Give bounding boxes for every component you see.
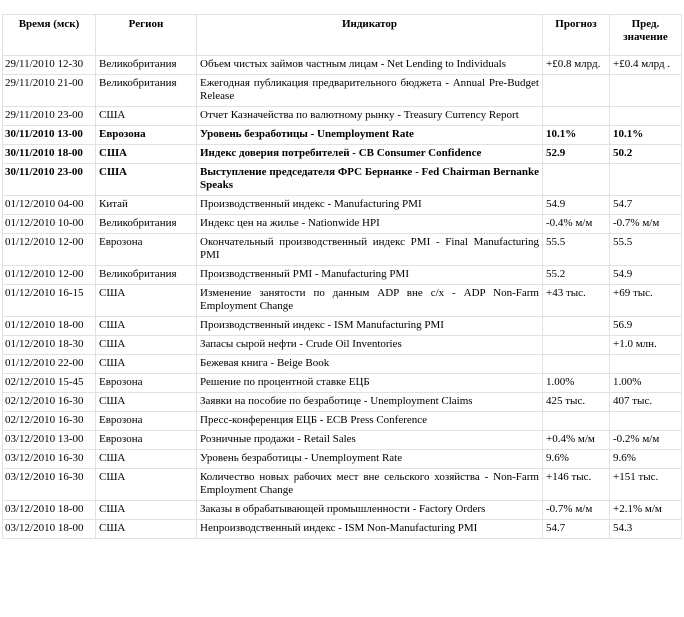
cell-previous: 55.5: [610, 234, 682, 266]
cell-forecast: 54.7: [543, 520, 610, 539]
header-region: Регион: [96, 15, 197, 56]
cell-previous: 10.1%: [610, 126, 682, 145]
cell-time: 01/12/2010 22-00: [3, 355, 96, 374]
cell-region: США: [96, 317, 197, 336]
cell-time: 01/12/2010 04-00: [3, 196, 96, 215]
cell-previous: 407 тыс.: [610, 393, 682, 412]
cell-region: Китай: [96, 196, 197, 215]
cell-region: Еврозона: [96, 412, 197, 431]
cell-forecast: 54.9: [543, 196, 610, 215]
cell-indicator: Бежевая книга - Beige Book: [197, 355, 543, 374]
cell-region: США: [96, 469, 197, 501]
cell-previous: [610, 75, 682, 107]
cell-previous: 54.9: [610, 266, 682, 285]
cell-forecast: +146 тыс.: [543, 469, 610, 501]
cell-forecast: 55.5: [543, 234, 610, 266]
cell-time: 29/11/2010 21-00: [3, 75, 96, 107]
cell-previous: 1.00%: [610, 374, 682, 393]
cell-indicator: Заказы в обрабатывающей промышленности - Factory Orders: [197, 501, 543, 520]
cell-indicator: Заявки на пособие по безработице - Unemployment Claims: [197, 393, 543, 412]
table-row: [3, 145, 682, 164]
cell-forecast: +0.4% м/м: [543, 431, 610, 450]
cell-forecast: +£0.8 млрд.: [543, 56, 610, 75]
cell-time: 03/12/2010 18-00: [3, 501, 96, 520]
cell-forecast: [543, 336, 610, 355]
cell-indicator: Количество новых рабочих мест вне сельского хозяйства - Non-Farm Employment Change: [197, 469, 543, 501]
cell-forecast: 52.9: [543, 145, 610, 164]
cell-time: 01/12/2010 18-00: [3, 317, 96, 336]
table-row: [3, 56, 682, 75]
cell-time: 02/12/2010 16-30: [3, 412, 96, 431]
cell-time: 03/12/2010 16-30: [3, 450, 96, 469]
cell-previous: 54.7: [610, 196, 682, 215]
cell-previous: [610, 107, 682, 126]
table-header-row: [3, 15, 682, 56]
cell-time: 01/12/2010 18-30: [3, 336, 96, 355]
cell-forecast: 1.00%: [543, 374, 610, 393]
table-row: [3, 501, 682, 520]
cell-indicator: Пресс-конференция ЕЦБ - ECB Press Conference: [197, 412, 543, 431]
cell-forecast: -0.4% м/м: [543, 215, 610, 234]
cell-region: Великобритания: [96, 215, 197, 234]
cell-time: 30/11/2010 13-00: [3, 126, 96, 145]
table-row: [3, 285, 682, 317]
economic-calendar-table: [2, 14, 682, 539]
cell-forecast: [543, 164, 610, 196]
cell-indicator: Производственный индекс - ISM Manufacturing PMI: [197, 317, 543, 336]
table-row: [3, 355, 682, 374]
cell-forecast: -0.7% м/м: [543, 501, 610, 520]
table-row: [3, 75, 682, 107]
cell-indicator: Решение по процентной ставке ЕЦБ: [197, 374, 543, 393]
cell-previous: +1.0 млн.: [610, 336, 682, 355]
table-row: [3, 374, 682, 393]
cell-forecast: [543, 317, 610, 336]
cell-region: Великобритания: [96, 266, 197, 285]
cell-region: США: [96, 107, 197, 126]
cell-region: США: [96, 501, 197, 520]
cell-region: Великобритания: [96, 56, 197, 75]
cell-time: 01/12/2010 12-00: [3, 234, 96, 266]
cell-indicator: Индекс цен на жилье - Nationwide HPI: [197, 215, 543, 234]
cell-region: США: [96, 450, 197, 469]
cell-region: США: [96, 393, 197, 412]
cell-region: США: [96, 145, 197, 164]
cell-indicator: Ежегодная публикация предварительного бюджета - Annual Pre-Budget Release: [197, 75, 543, 107]
cell-region: США: [96, 520, 197, 539]
cell-forecast: +43 тыс.: [543, 285, 610, 317]
cell-indicator: Запасы сырой нефти - Crude Oil Inventories: [197, 336, 543, 355]
cell-indicator: Уровень безработицы - Unemployment Rate: [197, 450, 543, 469]
cell-forecast: [543, 412, 610, 431]
cell-forecast: 55.2: [543, 266, 610, 285]
cell-indicator: Окончательный производственный индекс PMI - Final Manufacturing PMI: [197, 234, 543, 266]
table-row: [3, 107, 682, 126]
cell-previous: -0.2% м/м: [610, 431, 682, 450]
table-row: [3, 520, 682, 539]
cell-indicator: Изменение занятости по данным ADP вне с/х - ADP Non-Farm Employment Change: [197, 285, 543, 317]
cell-indicator: Индекс доверия потребителей - CB Consumer Confidence: [197, 145, 543, 164]
header-previous: Пред. значение: [610, 15, 682, 56]
cell-previous: 54.3: [610, 520, 682, 539]
cell-time: 29/11/2010 12-30: [3, 56, 96, 75]
cell-time: 01/12/2010 12-00: [3, 266, 96, 285]
table-row: [3, 234, 682, 266]
cell-indicator: Производственный индекс - Manufacturing PMI: [197, 196, 543, 215]
cell-region: Еврозона: [96, 234, 197, 266]
table-row: [3, 450, 682, 469]
cell-forecast: [543, 75, 610, 107]
cell-indicator: Объем чистых займов частным лицам - Net Lending to Individuals: [197, 56, 543, 75]
cell-time: 03/12/2010 13-00: [3, 431, 96, 450]
cell-time: 02/12/2010 15-45: [3, 374, 96, 393]
header-indicator: Индикатор: [197, 15, 543, 56]
cell-previous: [610, 164, 682, 196]
table-row: [3, 215, 682, 234]
table-row: [3, 336, 682, 355]
cell-indicator: Непроизводственный индекс - ISM Non-Manufacturing PMI: [197, 520, 543, 539]
header-time: Время (мск): [3, 15, 96, 56]
table-row: [3, 164, 682, 196]
table-body: [3, 56, 682, 539]
cell-region: Еврозона: [96, 126, 197, 145]
table-row: [3, 469, 682, 501]
cell-time: 30/11/2010 18-00: [3, 145, 96, 164]
cell-previous: [610, 412, 682, 431]
header-forecast: Прогноз: [543, 15, 610, 56]
cell-previous: 56.9: [610, 317, 682, 336]
cell-region: США: [96, 336, 197, 355]
cell-time: 01/12/2010 10-00: [3, 215, 96, 234]
cell-forecast: 9.6%: [543, 450, 610, 469]
cell-time: 29/11/2010 23-00: [3, 107, 96, 126]
cell-previous: +£0.4 млрд .: [610, 56, 682, 75]
cell-time: 30/11/2010 23-00: [3, 164, 96, 196]
cell-time: 03/12/2010 18-00: [3, 520, 96, 539]
cell-region: США: [96, 285, 197, 317]
table-row: [3, 266, 682, 285]
table-row: [3, 317, 682, 336]
cell-region: Еврозона: [96, 431, 197, 450]
cell-region: США: [96, 164, 197, 196]
cell-previous: +151 тыс.: [610, 469, 682, 501]
table-row: [3, 393, 682, 412]
cell-region: Великобритания: [96, 75, 197, 107]
cell-time: 01/12/2010 16-15: [3, 285, 96, 317]
cell-indicator: Отчет Казначейства по валютному рынку - Treasury Currency Report: [197, 107, 543, 126]
cell-previous: 9.6%: [610, 450, 682, 469]
cell-region: США: [96, 355, 197, 374]
cell-previous: -0.7% м/м: [610, 215, 682, 234]
cell-previous: +2.1% м/м: [610, 501, 682, 520]
cell-forecast: [543, 355, 610, 374]
cell-indicator: Выступление председателя ФРС Бернанке - Fed Chairman Bernanke Speaks: [197, 164, 543, 196]
cell-forecast: 10.1%: [543, 126, 610, 145]
cell-previous: 50.2: [610, 145, 682, 164]
cell-forecast: [543, 107, 610, 126]
table-row: [3, 431, 682, 450]
table-row: [3, 126, 682, 145]
cell-region: Еврозона: [96, 374, 197, 393]
cell-indicator: Производственный PMI - Manufacturing PMI: [197, 266, 543, 285]
cell-previous: [610, 355, 682, 374]
cell-previous: +69 тыс.: [610, 285, 682, 317]
cell-indicator: Розничные продажи - Retail Sales: [197, 431, 543, 450]
cell-indicator: Уровень безработицы - Unemployment Rate: [197, 126, 543, 145]
cell-time: 03/12/2010 16-30: [3, 469, 96, 501]
cell-time: 02/12/2010 16-30: [3, 393, 96, 412]
cell-forecast: 425 тыс.: [543, 393, 610, 412]
table-row: [3, 412, 682, 431]
table-row: [3, 196, 682, 215]
